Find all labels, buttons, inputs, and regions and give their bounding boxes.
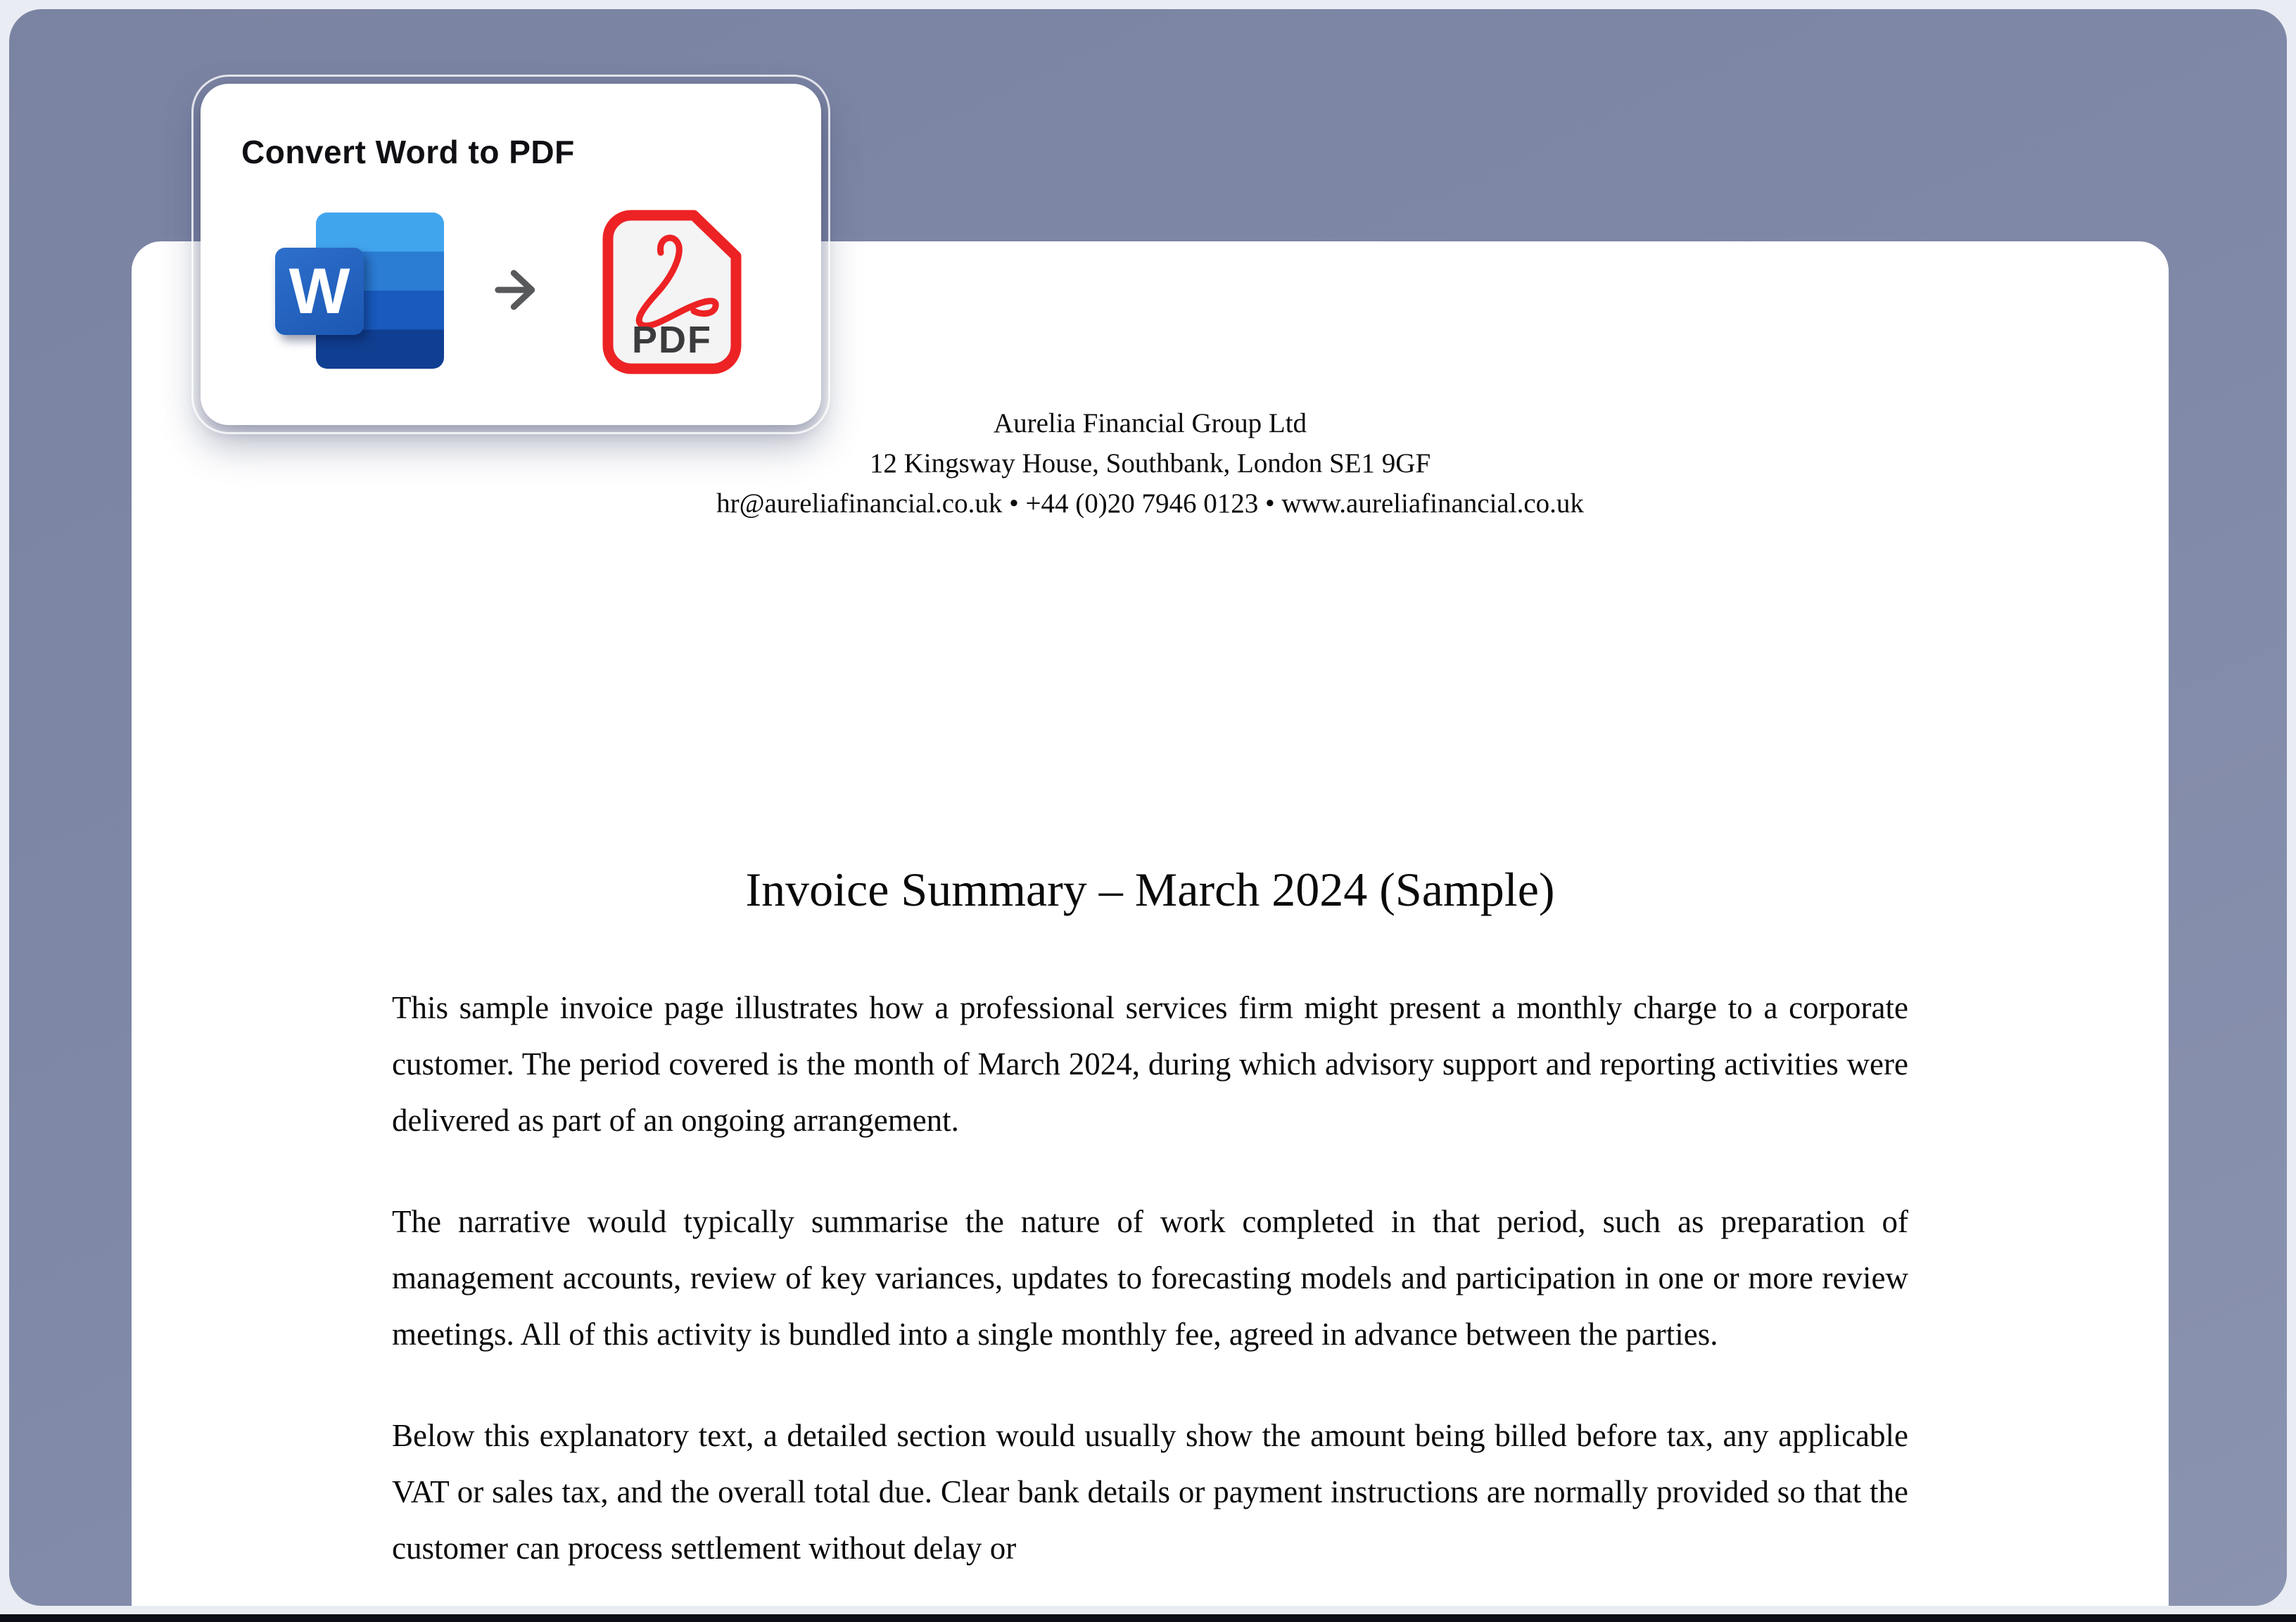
- company-name: Aurelia Financial Group Ltd: [993, 408, 1307, 438]
- word-letter: W: [288, 255, 350, 327]
- document-title: Invoice Summary – March 2024 (Sample): [745, 863, 1555, 916]
- card-title: Convert Word to PDF: [241, 134, 575, 170]
- paragraph-1: This sample invoice page illustrates how a professional services firm might present a monthly charge to a corporate customer. The period covered is the month of March 2024, during which advisory support and reporting activities were delivered as part of an ongoing arrangement.: [392, 990, 1908, 1138]
- paragraph-3: Below this explanatory text, a detailed section would usually show the amount being billed before tax, any applicable VAT or sales tax, and the overall total due. Clear bank details or payment instructions are normally provided so that the customer can process settlement without delay or: [392, 1418, 1908, 1566]
- convert-word-to-pdf-card[interactable]: [201, 84, 821, 425]
- bottom-edge-strip: [0, 1614, 2296, 1622]
- bottom-frame-strip: [0, 1606, 2296, 1614]
- document-page: [132, 241, 2169, 1614]
- company-address: 12 Kingsway House, Southbank, London SE1 9GF: [869, 448, 1431, 479]
- pdf-label: PDF: [632, 319, 712, 361]
- word-icon: [275, 213, 444, 369]
- arrow-right-icon: [495, 265, 545, 315]
- company-contact: hr@aureliafinancial.co.uk • +44 (0)20 7946 0123 • www.aureliafinancial.co.uk: [716, 488, 1584, 519]
- pdf-file-icon: [600, 208, 744, 376]
- document-content: [132, 241, 2169, 1576]
- paragraph-2: The narrative would typically summarise the nature of work completed in that period, such as preparation of management accounts, review of key variances, updates to forecasting models and participation in one or more review meetings. All of this activity is bundled into a single monthly fee, agreed in advance between the parties.: [392, 1204, 1908, 1352]
- word-letter-tile: [275, 248, 364, 335]
